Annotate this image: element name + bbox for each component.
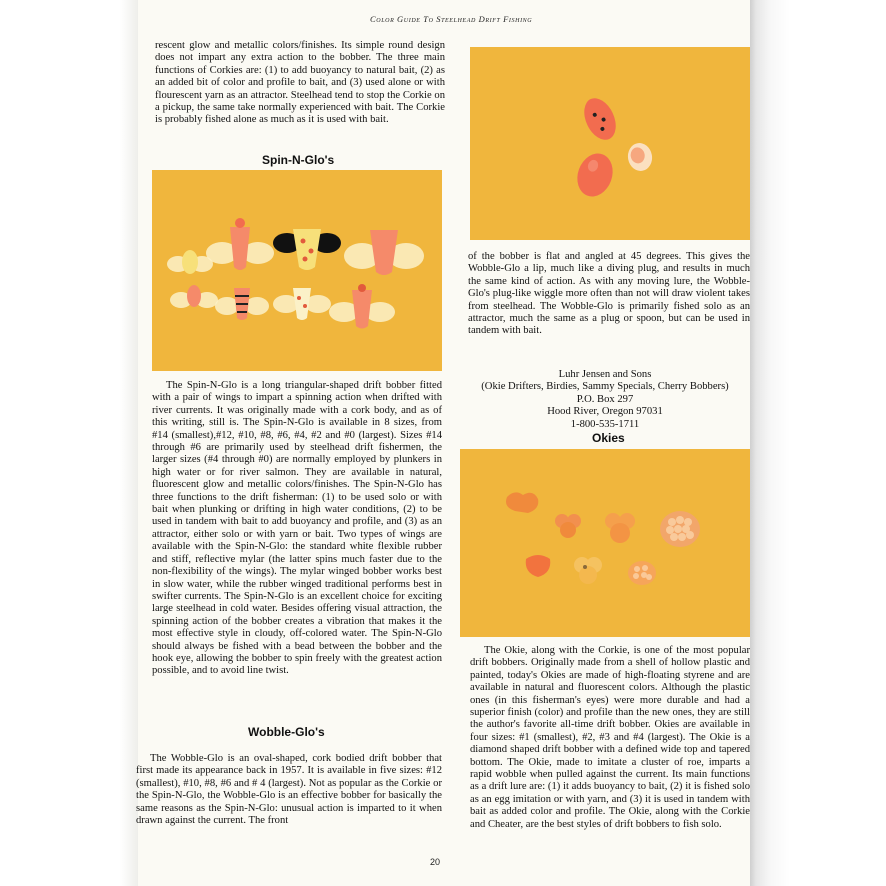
spin-n-glo-photo: [152, 170, 442, 371]
manufacturer-address: [460, 369, 750, 431]
wobble-glo-text: [136, 753, 442, 827]
address-line: P.O. Box 297: [576, 393, 634, 405]
okies-photo: [460, 449, 750, 637]
okies-text: [470, 645, 750, 831]
address-line: Luhr Jensen and Sons: [558, 369, 652, 380]
spin-n-glo-heading: Spin-N-Glo's: [262, 153, 335, 167]
okies-heading: Okies: [592, 431, 625, 445]
paragraph: The Wobble-Glo is an oval-shaped, cork bodied drift bobber that first made its appearance back in 1957. It is available in five sizes: #12 (smallest), #10, #8, #6 and # 4 (largest). Not as popular as the Corkie or the Spin-N-Glo, the Wobble-Glo is an effective bobber for basically the same reasons as the Spin-N-Glo: unusual action is imparted to it when drawn against the current. The front: [136, 753, 442, 827]
address-line: 1-800-535-1711: [570, 418, 640, 430]
corkie-continued-text: [155, 40, 445, 127]
spin-n-glo-text: [152, 380, 442, 678]
page-number: 20: [430, 857, 441, 867]
address-line: Hood River, Oregon 97031: [547, 406, 663, 418]
wobble-glo-continued-text: [468, 251, 750, 338]
address-line: (Okie Drifters, Birdies, Sammy Specials, Cherry Bobbers): [481, 381, 729, 393]
paragraph: rescent glow and metallic colors/finishes. Its simple round design does not impart any extra action to the bobber. The three main functions of Corkies are: (1) to add buoyancy to natural bait, (2) as an added bit of color and profile to bait, and (3) used alone or with flourescent yarn as an attractor. Steelhead tend to stop the Corkie on a pickup, the same take normally experienced with bait. The Corkie is probably fished alone as much as it is used with bait.: [155, 40, 445, 126]
running-header: Color Guide To Steelhead Drift Fishing: [370, 14, 533, 24]
wobble-glo-heading: Wobble-Glo's: [248, 725, 325, 739]
paragraph: The Okie, along with the Corkie, is one of the most popular drift bobbers. Originally made from a shell of hollow plastic and painted, today's Okies are made of high-floating styrene and are available in natural and fluorescent colors. Although the plastic ones (in this fisherman's eyes) were more durable and had a superior finish (color) and profile than the new ones, they are still the author's favorite all-time drift bobber. Okies are available in four sizes: #1 (smallest), #2, #3 and #4 (largest). The Okie is a diamond shaped drift bobber with a defined wide top and tapered bottom. The Okie, made to imitate a cluster of roe, imparts a rapid wobble when pulled against the current. Its main functions as a drift lure are: (1) it adds buoyancy to bait, (2) it is fished solo as an egg imitation or with yarn, and (3) it is used in tandem with bait as added color and profile. The Okie, along with the Corkie and Cheater, are the best styles of drift bobbers to fish solo.: [470, 645, 750, 830]
paragraph: of the bobber is flat and angled at 45 degrees. This gives the Wobble-Glo a lip, much like a diving plug, and results in much the same kind of action. As with any moving lure, the Wobble-Glo's plug-like wiggle more often than not will draw violent takes from steelhead. The Wobble-Glo is primarily fished solo as an attractor, much the same as a plug or spoon, but can be used in tandem with bait.: [468, 251, 750, 337]
wobble-glo-photo: [470, 47, 750, 240]
paragraph: The Spin-N-Glo is a long triangular-shaped drift bobber fitted with a pair of wings to impart a spinning action when drifted with river currents. It was originally made with a cork body, and as of this writing, still is. The Spin-N-Glo is available in 8 sizes, from #14 (smallest),#12, #10, #8, #6, #4, #2 and #0 (largest). Sizes #14 through #6 are primarily used by steelhead drift fishermen, the larger sizes (#4 through #0) are normally employed by plunkers in high water or for river salmon. They are available in natural, fluorescent glow and metallic colors/finishes. The Spin-N-Glo has three functions to the drift fisherman: (1) to be used solo or with bait when plunking or drifting in high water conditions, (2) to be used in tandem with bait to add buoyancy and profile, and (3) as an attractor, either solo or with yarn or bait. Two types of wings are available with the Spin-N-Glo: the standard white flexible rubber and stiff, reflective mylar (the latter spins much faster due to the non-flexibility of the wings). The mylar winged bobber works best in slow water, while the rubber winged traditional performs best in swifter currents. The Spin-N-Glo is an excellent choice for exciting large steelhead in cold water. Besides offering visual attraction, the spinning action of the bobber creates a vibration that makes it the most effective style in cloudy, off-colored water. The Spin-N-Glo should always be fished with a bead between the bobber and the hook eye, allowing the bobber to spin freely with the greatest action possible, and to avoid line twist.: [152, 380, 442, 677]
page-edge-shadow: [750, 0, 886, 886]
